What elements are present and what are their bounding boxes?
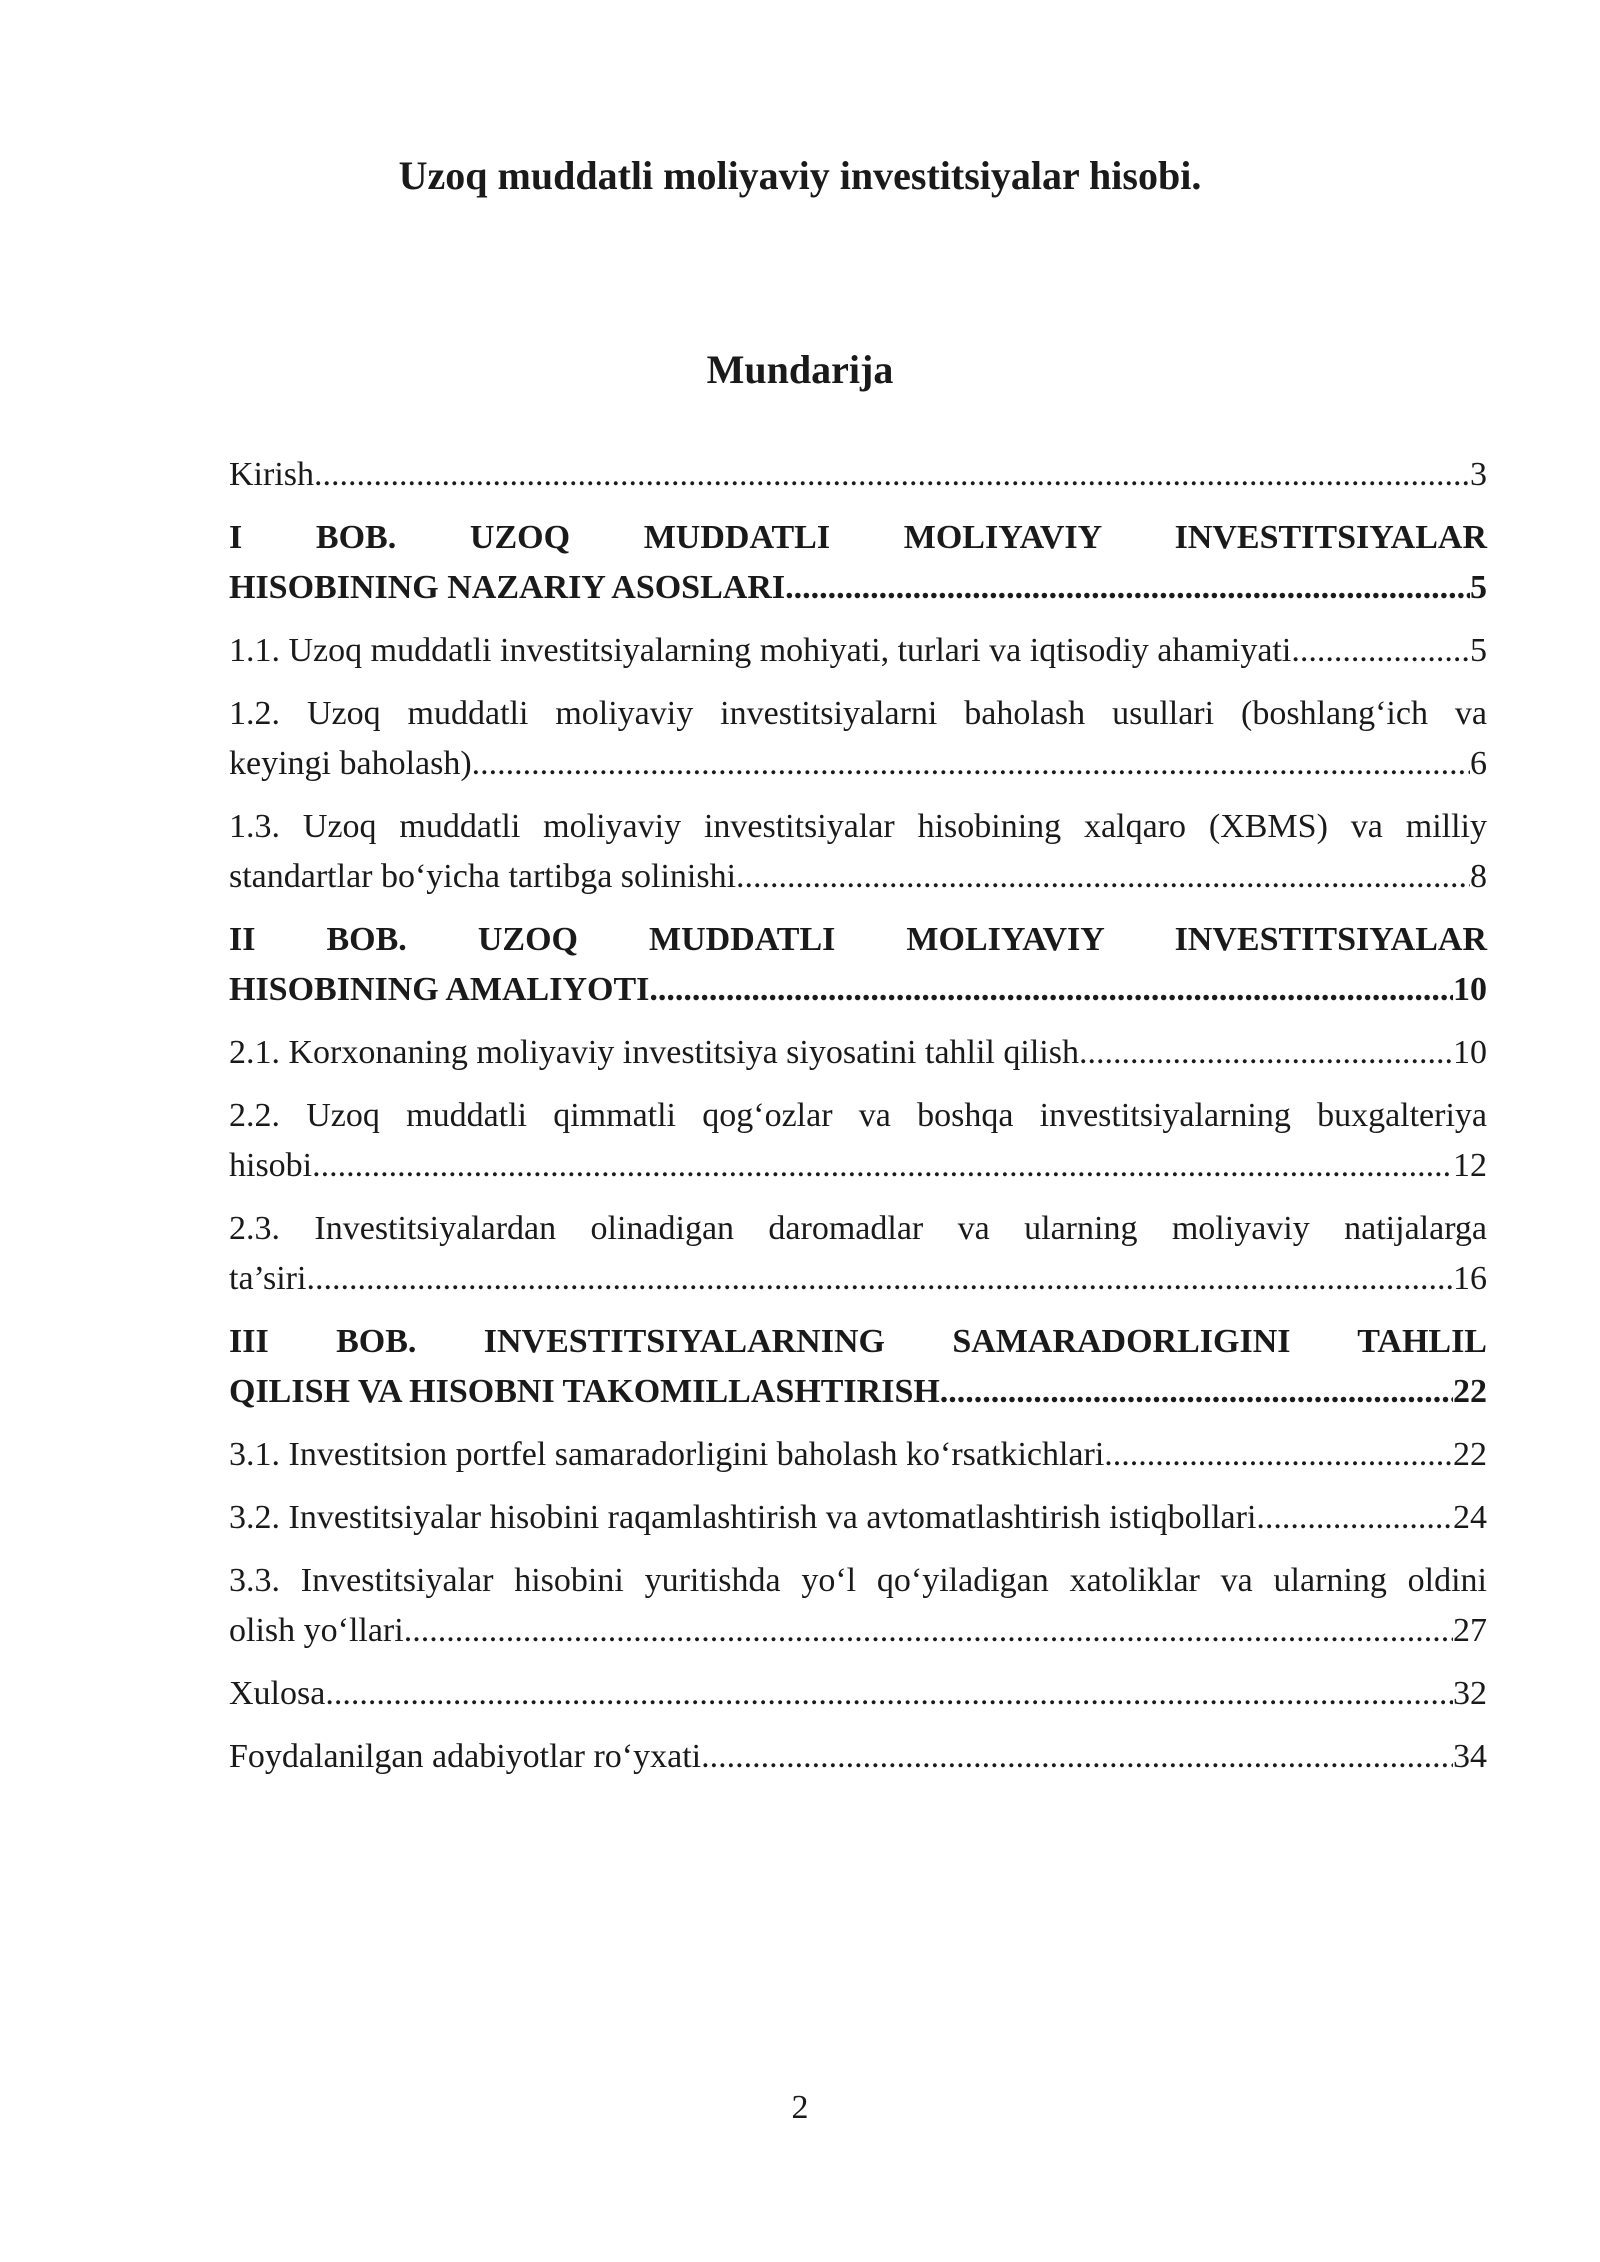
toc-entry-title: QILISH VA HISOBNI TAKOMILLASHTIRISH	[229, 1373, 940, 1410]
toc-entry[interactable]	[229, 1028, 1487, 1078]
toc-dot-leader	[736, 852, 1470, 902]
toc-dot-leader	[312, 1141, 1453, 1191]
toc-entry-first-line: I BOB. UZOQ MUDDATLI MOLIYAVIY INVESTITSIYALAR	[229, 519, 1487, 556]
toc-entry[interactable]	[229, 626, 1487, 676]
toc-dot-leader	[649, 965, 1453, 1015]
toc-entry-first-line: 2.3. Investitsiyalardan olinadigan daromadlar va ularning moliyaviy natijalarga	[229, 1210, 1487, 1247]
toc-entry-page: 34	[1453, 1738, 1487, 1775]
toc-entry[interactable]	[229, 802, 1487, 902]
toc-entry[interactable]	[229, 450, 1487, 500]
toc-entry-page: 10	[1453, 971, 1487, 1008]
toc-entry[interactable]	[229, 1732, 1487, 1782]
toc-entry-leader-line	[229, 965, 1487, 1015]
toc-entry[interactable]	[229, 915, 1487, 1015]
toc-entry-page: 6	[1470, 745, 1487, 782]
toc-entry-leader-line	[229, 739, 1487, 789]
toc-entry[interactable]	[229, 513, 1487, 613]
toc-entry-title: keyingi baholash)	[229, 745, 472, 782]
toc-entry-title: 2.1. Korxonaning moliyaviy investitsiya siyosatini tahlil qilish	[229, 1034, 1079, 1071]
toc-heading: Mundarija	[706, 347, 894, 392]
toc-dot-leader	[785, 563, 1470, 613]
toc-entry-leader-line	[229, 626, 1487, 676]
toc-entry-first-line: 2.2. Uzoq muddatli qimmatli qog‘ozlar va boshqa investitsiyalarning buxgalteriya	[229, 1097, 1487, 1134]
toc-entry[interactable]	[229, 1430, 1487, 1480]
toc-entry-page: 10	[1453, 1034, 1487, 1071]
toc-entry-leader-line	[229, 450, 1487, 500]
toc-entry-first-line: 1.3. Uzoq muddatli moliyaviy investitsiyalar hisobining xalqaro (XBMS) va milliy	[229, 808, 1487, 845]
toc-entry-leader-line	[229, 1732, 1487, 1782]
toc-entry-leader-line	[229, 563, 1487, 613]
toc-dot-leader	[472, 739, 1470, 789]
toc-dot-leader	[1104, 1430, 1453, 1480]
toc-dot-leader	[1291, 626, 1470, 676]
toc-entry-title: ta’siri	[229, 1260, 307, 1297]
toc-entry-page: 24	[1453, 1499, 1487, 1536]
toc-entry[interactable]	[229, 689, 1487, 789]
toc-dot-leader	[306, 1254, 1453, 1304]
toc-entry-title: hisobi	[229, 1147, 313, 1184]
toc-entry-leader-line	[229, 1493, 1487, 1543]
toc-entry-page: 16	[1453, 1260, 1487, 1297]
toc-entry-page: 3	[1470, 456, 1487, 493]
toc-entry-page: 32	[1453, 1675, 1487, 1712]
toc-entry-leader-line	[229, 1669, 1487, 1719]
toc-entry-page: 12	[1453, 1147, 1487, 1184]
document-title: Uzoq muddatli moliyaviy investitsiyalar hisobi.	[398, 153, 1202, 198]
toc-entry[interactable]	[229, 1669, 1487, 1719]
toc-entry-title: standartlar bo‘yicha tartibga solinishi	[229, 858, 737, 895]
toc-entry-leader-line	[229, 1141, 1487, 1191]
toc-entry-title: Foydalanilgan adabiyotlar ro‘yxati	[229, 1738, 702, 1775]
page-number: 2	[791, 2089, 809, 2126]
toc-dot-leader	[1079, 1028, 1453, 1078]
toc-entry[interactable]	[229, 1204, 1487, 1304]
toc-entry-page: 27	[1453, 1612, 1487, 1649]
toc-entry-leader-line	[229, 1028, 1487, 1078]
toc-entry-leader-line	[229, 1606, 1487, 1656]
toc-dot-leader	[1256, 1493, 1453, 1543]
toc-entry-title: Kirish	[229, 456, 314, 493]
toc-entry-first-line: II BOB. UZOQ MUDDATLI MOLIYAVIY INVESTITSIYALAR	[229, 921, 1487, 958]
toc-dot-leader	[314, 450, 1470, 500]
toc-entry-title: 3.2. Investitsiyalar hisobini raqamlashtirish va avtomatlashtirish istiqbollari	[229, 1499, 1257, 1536]
toc-entry-page: 22	[1453, 1436, 1487, 1473]
toc-entry-title: HISOBINING NAZARIY ASOSLARI	[229, 569, 786, 606]
toc-entry[interactable]	[229, 1091, 1487, 1191]
toc-entry-title: 3.1. Investitsion portfel samaradorligini baholash ko‘rsatkichlari	[229, 1436, 1105, 1473]
toc-dot-leader	[325, 1669, 1453, 1719]
toc-entry-leader-line	[229, 1367, 1487, 1417]
toc-entry[interactable]	[229, 1556, 1487, 1656]
toc-entry-page: 5	[1470, 569, 1487, 606]
toc-dot-leader	[701, 1732, 1453, 1782]
toc-entry-leader-line	[229, 1430, 1487, 1480]
toc-entry[interactable]	[229, 1493, 1487, 1543]
toc-entry-title: olish yo‘llari	[229, 1612, 404, 1649]
toc-dot-leader	[940, 1367, 1453, 1417]
toc-entry-title: Xulosa	[229, 1675, 326, 1712]
toc-dot-leader	[404, 1606, 1453, 1656]
toc-entry-leader-line	[229, 1254, 1487, 1304]
toc-entry-first-line: III BOB. INVESTITSIYALARNING SAMARADORLIGINI TAHLIL	[229, 1323, 1487, 1360]
toc-entry-page: 5	[1470, 632, 1487, 669]
toc-entry-leader-line	[229, 852, 1487, 902]
toc-entry-title: HISOBINING AMALIYOTI	[229, 971, 650, 1008]
toc-entry-first-line: 3.3. Investitsiyalar hisobini yuritishda yo‘l qo‘yiladigan xatoliklar va ularning oldini	[229, 1562, 1487, 1599]
toc-entry-first-line: 1.2. Uzoq muddatli moliyaviy investitsiyalarni baholash usullari (boshlang‘ich va	[229, 695, 1487, 732]
toc-entry-title: 1.1. Uzoq muddatli investitsiyalarning mohiyati, turlari va iqtisodiy ahamiyati	[229, 632, 1292, 669]
toc-entry-page: 8	[1470, 858, 1487, 895]
table-of-contents	[229, 450, 1487, 1795]
toc-entry-page: 22	[1453, 1373, 1487, 1410]
toc-entry[interactable]	[229, 1317, 1487, 1417]
